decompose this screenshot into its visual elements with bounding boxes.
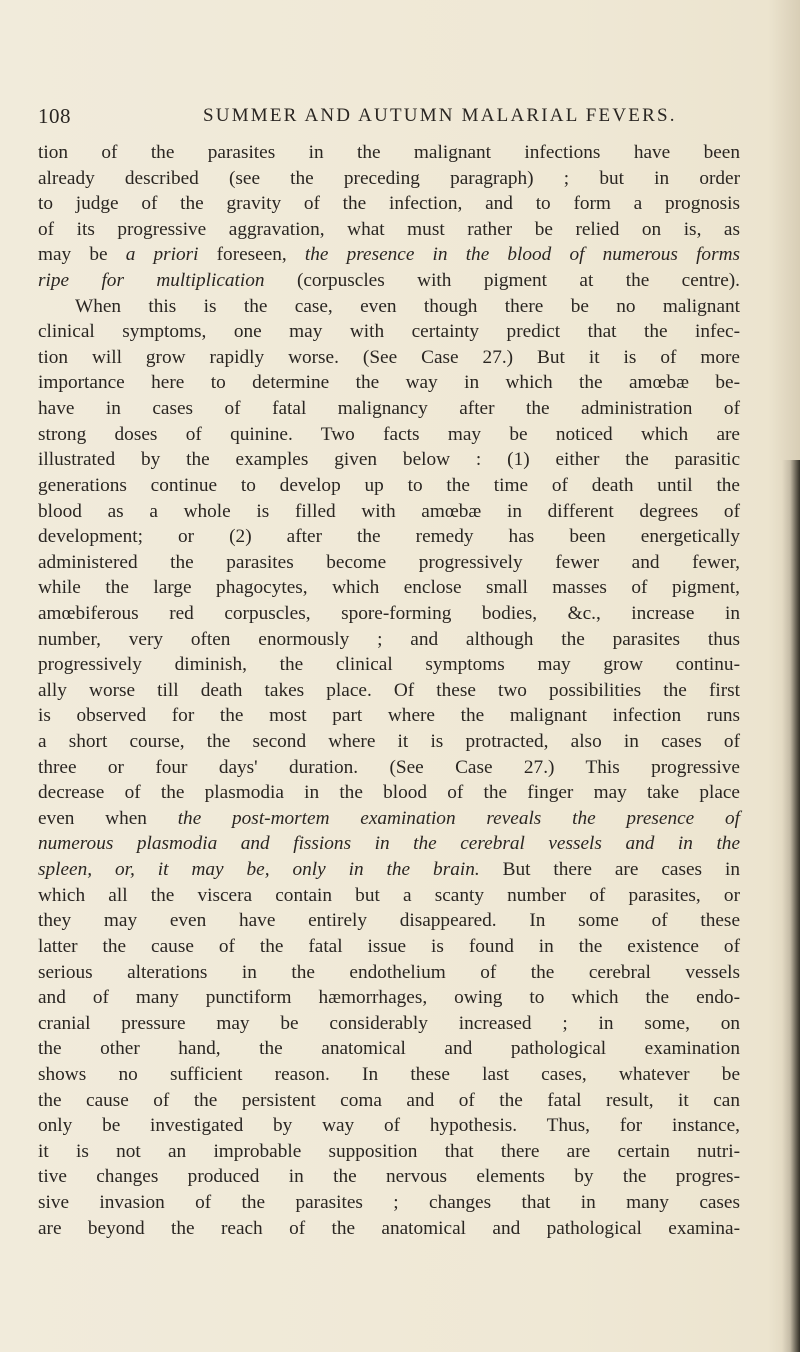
text-segment: tion of the parasites in the malignant infections have been [38,142,740,163]
text-line [38,883,740,909]
text-segment: tion will grow rapidly worse. (See Case 27.) But it is of more [38,346,740,368]
text-segment: administered the parasites become progressively fewer and fewer, [38,551,740,573]
text-line [38,294,740,320]
text-line [38,1062,740,1088]
text-line [38,550,740,576]
text-line [38,319,740,345]
text-line [38,831,740,857]
text-line [38,601,740,627]
text-segment: sive invasion of the parasites ; changes that in many cases [38,1191,740,1213]
text-segment: a priori [125,244,199,266]
text-line [38,524,740,550]
text-segment: amœbiferous red corpuscles, spore-forming bodies, &c., increase in [38,602,740,624]
text-segment: they may even have entirely disappeared. In some of these [38,910,740,932]
text-segment: even when [38,807,178,829]
text-segment: shows no sufficient reason. In these last cases, whatever be [38,1063,740,1085]
text-line [38,755,740,781]
running-head: SUMMER AND AUTUMN MALARIAL FEVERS. [203,105,677,126]
text-line [38,1036,740,1062]
text-segment: ally worse till death takes place. Of these two possibilities the first [38,679,740,701]
text-segment: while the large phagocytes, which enclose small masses of pigment, [38,577,740,599]
text-segment: When this is the case, even though there be no malignant [75,295,740,317]
text-line [38,652,740,678]
text-segment: it is not an improbable supposition that there are certain nutri- [38,1140,740,1162]
text-segment: is observed for the most part where the malignant infection runs [38,705,740,727]
text-segment: spleen, or, it may be, only in the brain. [38,859,480,881]
text-segment: But there are cases in [479,859,740,881]
text-segment: have in cases of fatal malignancy after the administration of [38,398,740,420]
text-line [38,908,740,934]
text-line [38,1216,740,1242]
text-segment: may be [38,244,126,266]
text-line [38,934,740,960]
text-line [38,575,740,601]
text-line [38,422,740,448]
text-segment: and of many punctiform hæmorrhages, owing to which the endo- [38,987,740,1009]
text-segment: tive changes produced in the nervous elements by the progres- [38,1166,740,1188]
text-segment: serious alterations in the endothelium of the cerebral vessels [38,961,740,983]
text-segment: (corpuscles with pigment at the centre). [264,270,741,292]
text-line [38,166,740,192]
text-segment: strong doses of quinine. Two facts may be noticed which are [38,423,740,445]
text-line [38,1139,740,1165]
text-line [38,627,740,653]
text-segment: importance here to determine the way in which the amœbæ be- [38,372,740,394]
text-line [38,1088,740,1114]
text-line [38,985,740,1011]
text-segment: latter the cause of the fatal issue is found in the existence of [38,935,740,957]
text-segment: the post-mortem examination reveals the presence of [177,807,740,829]
text-line [38,447,740,473]
text-line [38,1011,740,1037]
text-segment: blood as a whole is filled with amœbæ in different degrees of [38,500,740,522]
text-line [38,1164,740,1190]
text-line [38,396,740,422]
text-line [38,370,740,396]
text-line [38,191,740,217]
page-edge-shadow [782,460,800,1352]
text-line [38,217,740,243]
text-segment: number, very often enormously ; and although the parasites thus [38,628,740,650]
text-segment: ripe for multiplication [38,270,265,292]
text-line [38,1190,740,1216]
text-segment: which all the viscera contain but a scanty number of parasites, or [38,884,740,906]
page-number: 108 [38,104,71,128]
text-segment: to judge of the gravity of the infection, and to form a prognosis [38,193,740,215]
text-line [38,345,740,371]
text-segment: a short course, the second where it is protracted, also in cases of [38,731,740,753]
text-line [38,857,740,883]
text-line [38,242,740,268]
text-segment: the cause of the persistent coma and of the fatal result, it can [38,1089,740,1111]
text-line [38,960,740,986]
text-segment: only be investigated by way of hypothesis. Thus, for instance, [38,1115,740,1137]
text-segment: three or four days' duration. (See Case 27.) This progressive [38,756,740,778]
text-segment: already described (see the preceding paragraph) ; but in order [38,167,740,189]
text-line [38,780,740,806]
text-line [38,473,740,499]
body-text [38,140,740,1241]
text-line [38,140,740,166]
page-header [38,104,738,132]
text-line [38,268,740,294]
text-segment: illustrated by the examples given below : (1) either the parasitic [38,449,740,471]
text-segment: the other hand, the anatomical and pathological examination [38,1038,740,1060]
text-segment: progressively diminish, the clinical symptoms may grow continu- [38,654,740,676]
text-segment: decrease of the plasmodia in the blood of the finger may take place [38,782,740,804]
text-segment: generations continue to develop up to the time of death until the [38,474,740,496]
text-segment: cranial pressure may be considerably increased ; in some, on [38,1012,740,1034]
text-segment: clinical symptoms, one may with certainty predict that the infec- [38,321,740,343]
text-line [38,703,740,729]
text-segment: development; or (2) after the remedy has been energetically [38,526,740,548]
text-line [38,729,740,755]
text-segment: numerous plasmodia and fissions in the cerebral vessels and in the [38,833,740,855]
text-segment: of its progressive aggravation, what must rather be relied on is, as [38,218,740,240]
text-segment: foreseen, [198,244,305,266]
text-line [38,1113,740,1139]
text-line [38,806,740,832]
text-line [38,499,740,525]
text-line [38,678,740,704]
text-segment: the presence in the blood of numerous forms [304,244,741,266]
text-segment: are beyond the reach of the anatomical and pathological examina- [38,1217,740,1239]
